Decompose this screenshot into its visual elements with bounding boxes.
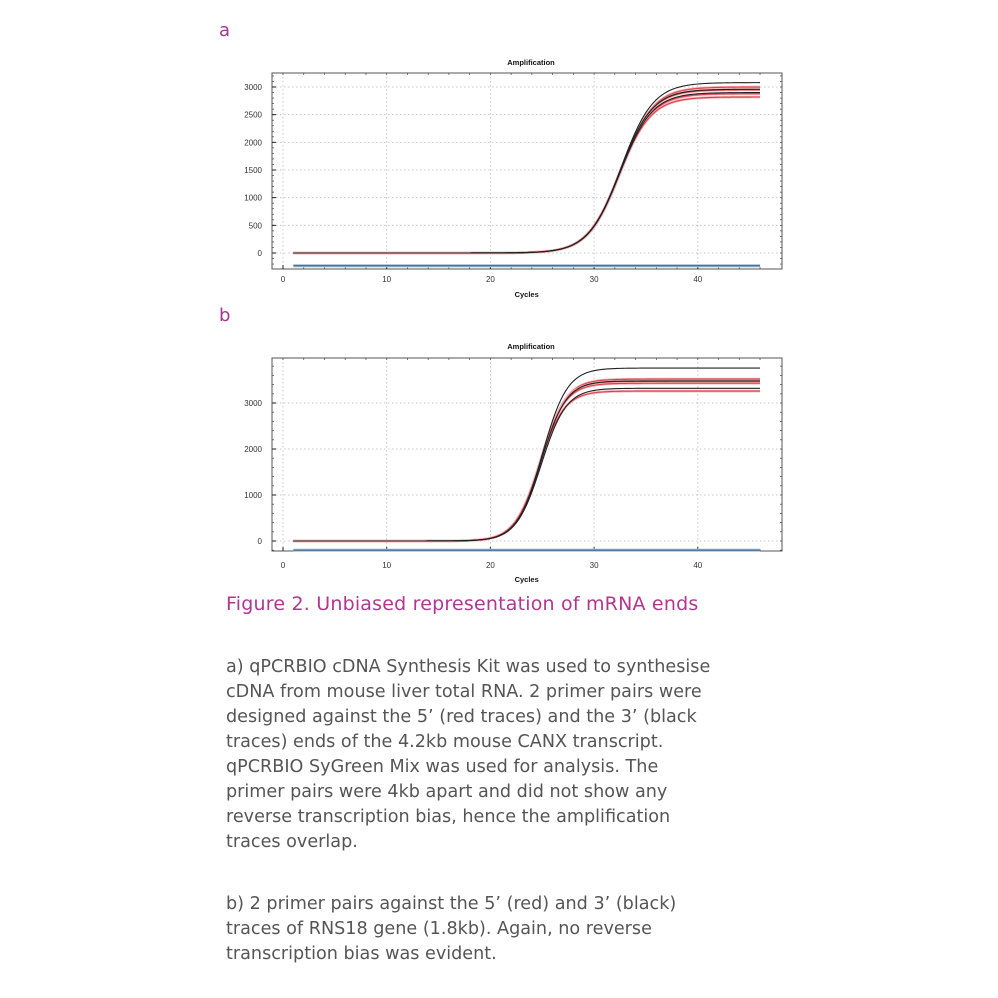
y-tick-label: 500 <box>248 221 262 231</box>
x-axis-label: Cycles <box>514 575 539 584</box>
chart-title: Amplification <box>507 58 555 67</box>
x-tick-label: 40 <box>693 275 703 284</box>
y-tick-label: 3000 <box>244 399 262 408</box>
y-tick-label: 1000 <box>244 491 262 500</box>
x-tick-label: 0 <box>280 275 286 284</box>
y-tick-label: 2500 <box>244 110 262 120</box>
y-tick-label: 1000 <box>244 193 262 203</box>
caption-line: reverse transcription bias, hence the amplification <box>226 807 671 827</box>
panel-label-a: a <box>219 20 231 41</box>
y-tick-label: 0 <box>257 537 262 546</box>
caption-paragraph-a <box>226 655 806 855</box>
x-tick-label: 10 <box>382 561 392 570</box>
caption-line: traces of RNS18 gene (1.8kb). Again, no reverse <box>226 919 652 939</box>
x-tick-label: 40 <box>693 561 703 570</box>
x-tick-label: 20 <box>485 275 495 284</box>
caption-line: designed against the 5’ (red traces) and the 3’ (black <box>226 707 697 727</box>
x-tick-label: 10 <box>382 275 392 284</box>
caption-line: a) qPCRBIO cDNA Synthesis Kit was used to synthesise <box>226 657 711 677</box>
caption-line: traces overlap. <box>226 832 358 852</box>
caption-line: traces) ends of the 4.2kb mouse CANX transcript. <box>226 732 664 752</box>
plot-area <box>272 358 782 551</box>
figure-title: Figure 2. Unbiased representation of mRNA ends <box>226 593 699 615</box>
caption-line: qPCRBIO SyGreen Mix was used for analysis. The <box>226 757 659 777</box>
y-tick-label: 2000 <box>244 138 262 148</box>
x-tick-label: 30 <box>589 561 599 570</box>
y-tick-label: 0 <box>257 249 262 258</box>
y-tick-label: 2000 <box>244 445 262 454</box>
y-tick-label: 1500 <box>244 166 262 176</box>
x-tick-label: 20 <box>485 561 495 570</box>
x-tick-label: 30 <box>589 275 599 284</box>
y-tick-label: 3000 <box>244 83 262 93</box>
panel-label-b: b <box>219 305 231 326</box>
x-tick-label: 0 <box>280 561 286 570</box>
caption-line: transcription bias was evident. <box>226 944 497 964</box>
caption-paragraph-b <box>226 892 806 967</box>
caption-line: b) 2 primer pairs against the 5’ (red) and 3’ (black) <box>226 894 677 914</box>
caption-line: cDNA from mouse liver total RNA. 2 primer pairs were <box>226 682 702 702</box>
caption-line: primer pairs were 4kb apart and did not show any <box>226 782 668 802</box>
chart-title: Amplification <box>507 342 555 351</box>
x-axis-label: Cycles <box>514 290 539 299</box>
